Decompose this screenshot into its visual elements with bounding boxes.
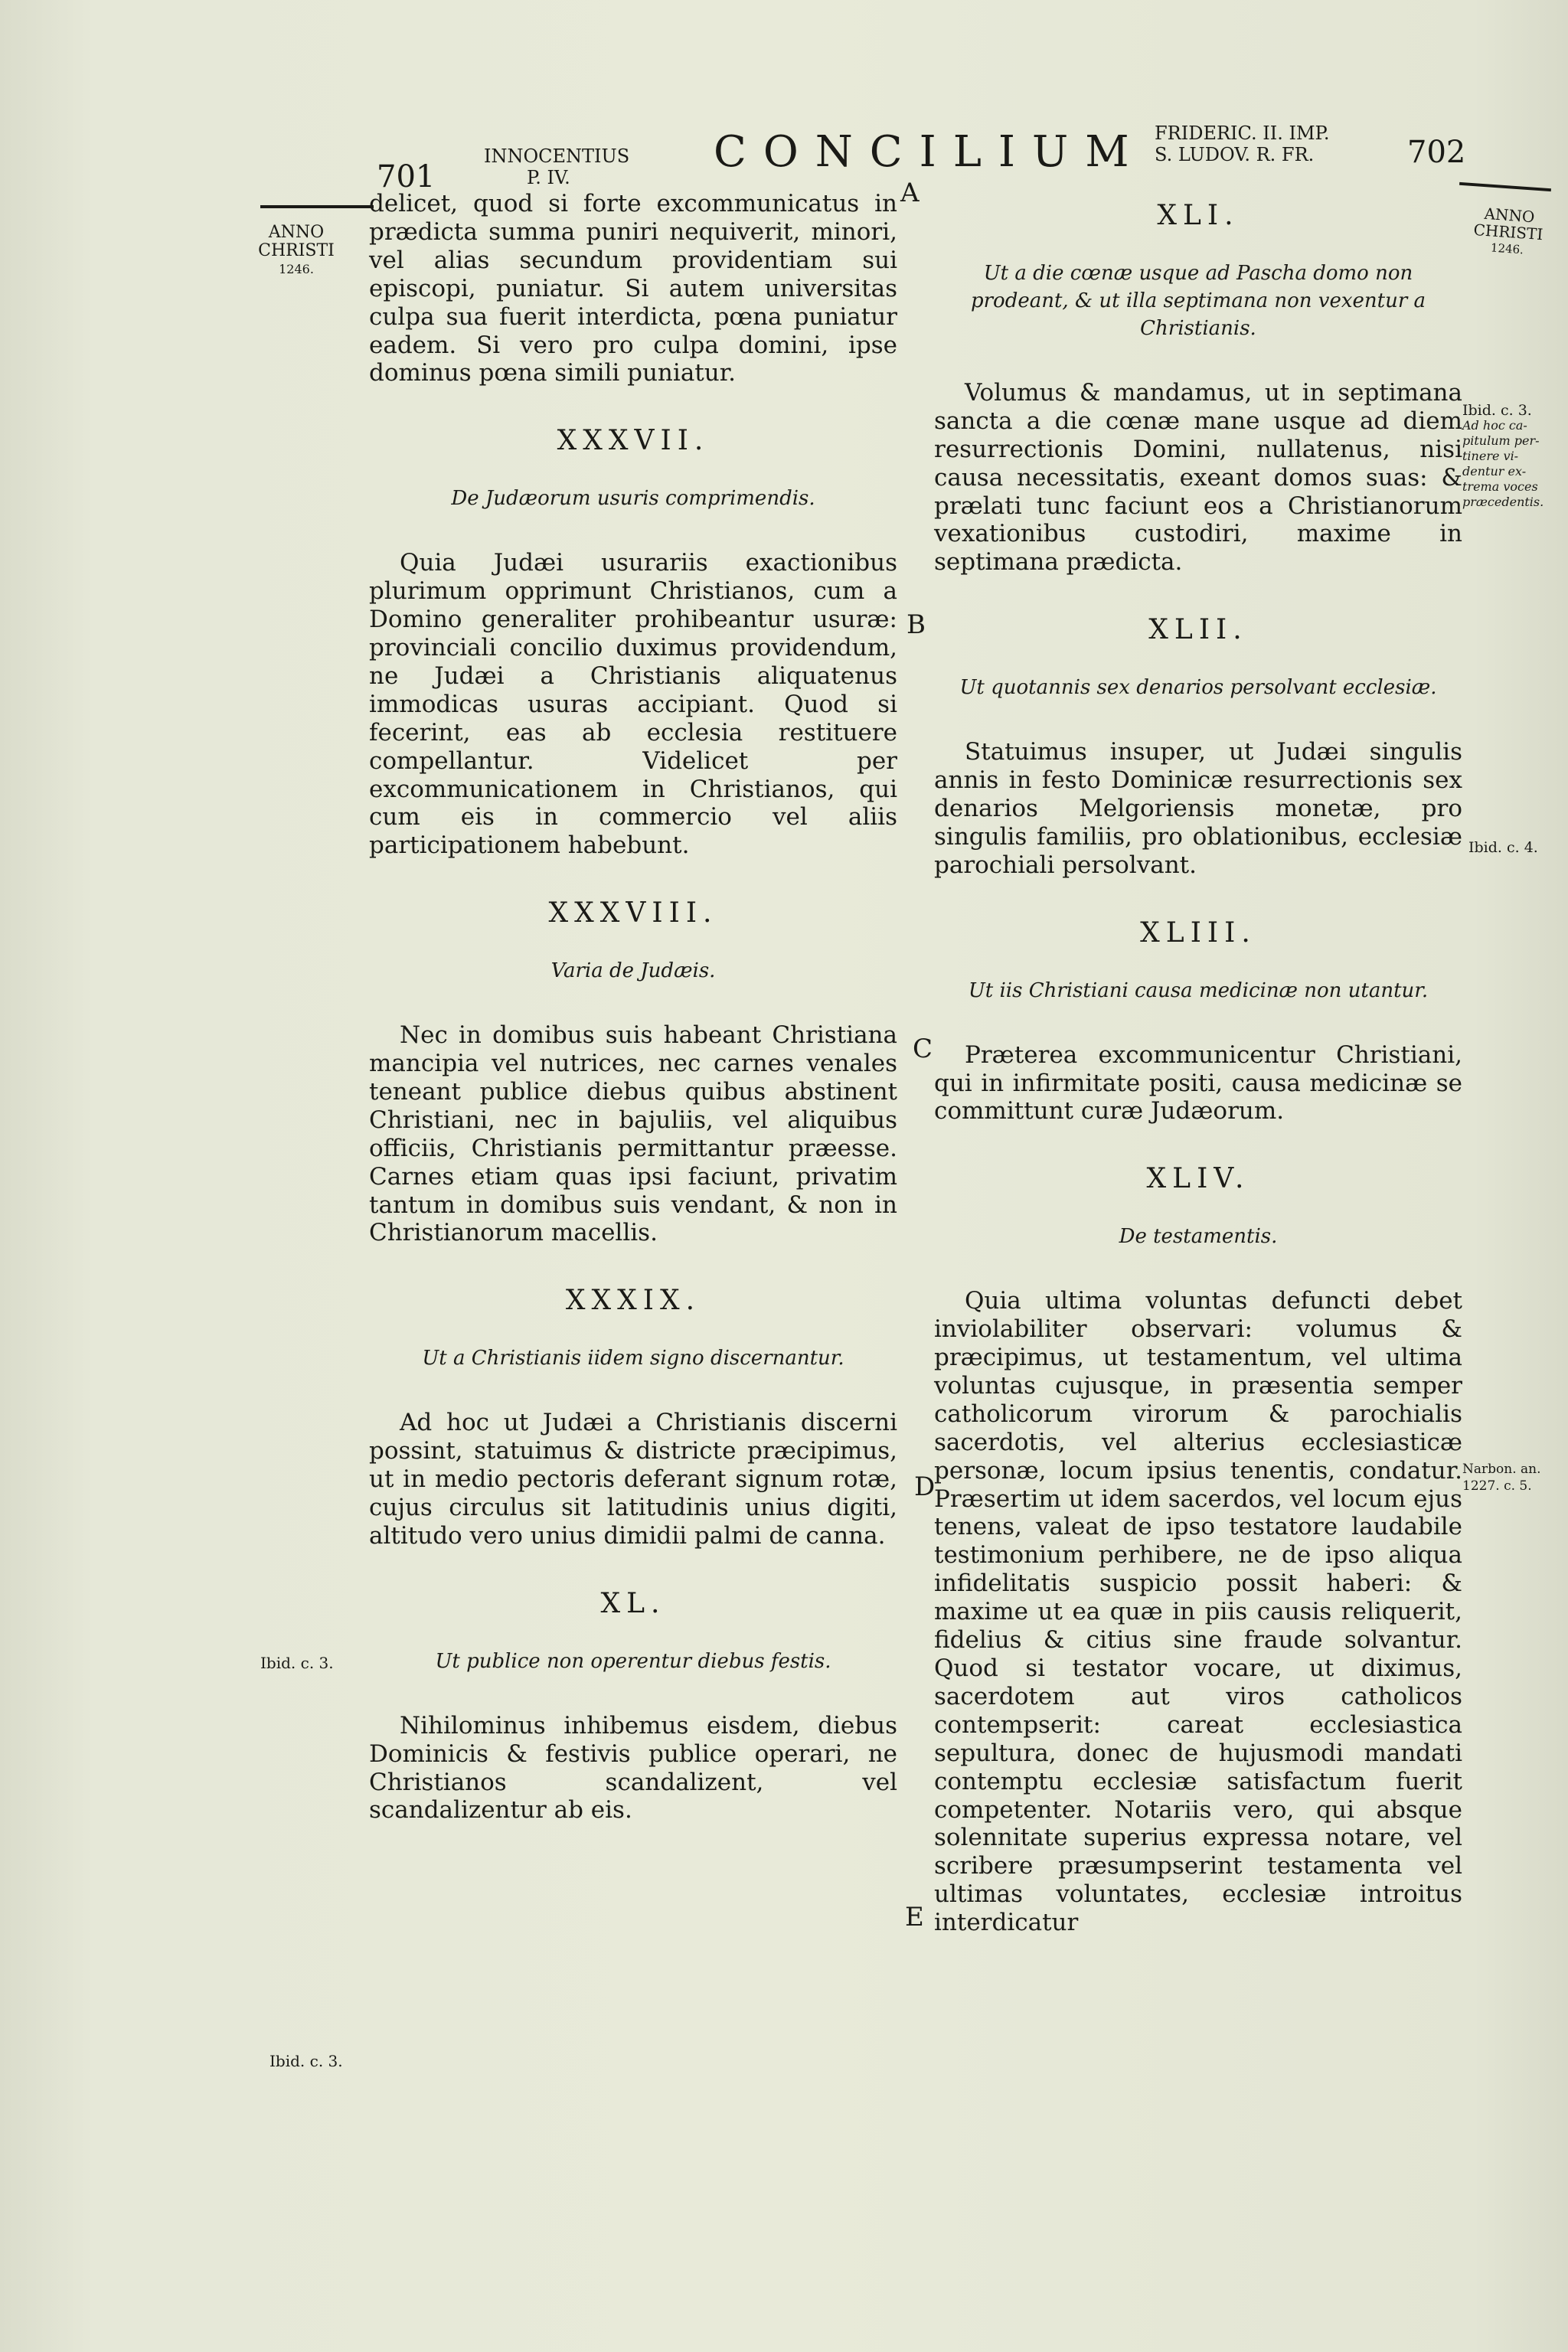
right-margin-note-c4: Ibid. c. 4.	[1468, 839, 1538, 856]
note-line: pitulum per-	[1462, 433, 1540, 448]
right-margin-rule	[1459, 182, 1551, 191]
christi-label: CHRISTI	[258, 241, 335, 260]
chapter-rubric: Ut a Christianis iidem signo discernantur.	[422, 1347, 844, 1370]
section-letter-b: B	[906, 609, 926, 640]
chapter-text: Quia Judæi usurariis exactionibus plurimum opprimunt Christianos, cum a Domino generaliter prohibeantur usuræ: provinciali concilio duximus providendum, ne Judæi a Christianis aliquatenus immodicas usuras accipiant. Quod si fecerint, eas ab ecclesia restituere compellantur. Videlicet per excommunicationem in Christianos, qui cum eis in commercio vel aliis participationem habebunt.	[369, 549, 897, 860]
section-letter-c: C	[913, 1034, 933, 1064]
chapter-text: Statuimus insuper, ut Judæi singulis annis in festo Dominicæ resurrectionis sex denarios Melgoriensis monetæ, pro singulis familiis, pro oblationibus, ecclesiæ parochiali persolvant.	[934, 738, 1462, 879]
chapter-text: Volumus & mandamus, ut in septimana sancta a die cœnæ mane usque ad diem resurrectionis Domini, nullatenus, nisi causa necessitatis, exeant domos suas: & prælati tunc faciunt eos a Christianorum vexationibus custodiri, maxime in septimana prædicta.	[934, 378, 1462, 577]
chapter-text: Quia ultima voluntas defuncti debet inviolabiliter observari: volumus & præcipimus, ut testamentum, vel ultima voluntas cujusque, in præsentia semper catholicorum virorum & parochialis sacerdotis, vel alterius ecclesiasticæ personæ, locum ipsius tenentis, condatur. Præsertim ut idem sacerdos, vel locum ejus tenens, valeat de ipso testatore laudabile testimonium perhibere, ne de ipso aliqua infidelitatis suspicio possit haberi: & maxime ut ea quæ in piis causis reliquerit, fidelius & citius sine fraude solvantur. Quod si testator vocare, ut diximus, sacerdotem aut viros catholicos contempserit: careat ecclesiastica sepultura, donec de hujusmodi mandati contemptu ecclesiæ satisfactum fuerit competenter. Notariis vero, qui absque solennitate superius expressa notare, vel scribere præsumpserint testamenta vel ultimas voluntates, ecclesiæ introitus interdicatur	[934, 1287, 1462, 1937]
note-line: 1227. c. 5.	[1462, 1478, 1532, 1494]
chapter-rubric: Ut iis Christiani causa medicinæ non utantur.	[968, 978, 1429, 1002]
note-line: trema voces	[1462, 479, 1538, 494]
chapter-number: XLIII.	[1140, 916, 1256, 949]
chapter-number: XLI.	[1157, 200, 1240, 231]
christi-label: CHRISTI	[1472, 220, 1544, 244]
running-head-pope-number: P. IV.	[527, 167, 570, 188]
note-line: præcedentis.	[1462, 495, 1544, 509]
right-margin-note-c3	[1462, 403, 1562, 510]
anno-label: ANNO	[268, 223, 325, 242]
page-title: CONCILIUM	[714, 127, 1146, 177]
right-text-column	[934, 172, 1462, 1937]
year-label: 1246.	[279, 262, 314, 276]
chapter-text: Nec in domibus suis habeant Christiana mancipia vel nutrices, nec carnes venales teneant publice diebus quibus abstinent Christiani, nec in bajuliis, vel aliquibus officiis, Christianis permittantur præesse. Carnes etiam quas ipsi faciunt, privatim tantum in domibus suis vendant, & non in Christianorum macellis.	[369, 1021, 897, 1247]
chapter-number: XLIV.	[1146, 1163, 1250, 1195]
left-margin-note-c3-second: Ibid. c. 3.	[270, 2052, 343, 2070]
left-text-column	[369, 190, 897, 1824]
right-margin-note-narbon	[1462, 1461, 1560, 1494]
chapter-rubric: De Judæorum usuris comprimendis.	[451, 487, 815, 511]
right-page-number: 702	[1407, 135, 1466, 170]
left-page-number: 701	[377, 159, 436, 194]
chapter-rubric: De testamentis.	[1119, 1225, 1278, 1249]
anno-label: ANNO	[1483, 204, 1536, 227]
note-line: dentur ex-	[1462, 464, 1527, 479]
left-running-head	[484, 145, 629, 188]
running-head-pope: INNOCENTIUS	[484, 145, 630, 167]
chapter-rubric: Ut a die cœnæ usque ad Pascha domo non prodeant, & ut illa septimana non vexentur a Christianis.	[970, 261, 1426, 340]
chapter-number: XXXVIII.	[548, 897, 718, 929]
running-head-emperor: FRIDERIC. II. IMP.	[1155, 122, 1330, 144]
year-label: 1246.	[1490, 240, 1524, 257]
left-anno-note	[251, 224, 341, 279]
continuation-paragraph: delicet, quod si forte excommunicatus in prædicta summa puniri nequiverit, minori, vel alias secundum providentiam sui episcopi, puniatur. Si autem universitas culpa sua fuerit interdicta, pœna puniatur eadem. Si vero pro culpa domini, ipse dominus pœna simili puniatur.	[369, 190, 897, 387]
section-letter-e: E	[905, 1902, 924, 1932]
right-running-head	[1155, 122, 1329, 165]
chapter-number: XXXVII.	[557, 425, 710, 457]
note-ref: Ibid. c. 3.	[1462, 402, 1532, 419]
section-letter-a: A	[900, 178, 920, 208]
running-head-king: S. LUDOV. R. FR.	[1155, 144, 1315, 165]
chapter-rubric: Ut publice non operentur diebus festis.	[435, 1649, 831, 1673]
chapter-number: XXXIX.	[565, 1285, 701, 1317]
right-anno-note	[1468, 204, 1548, 260]
chapter-text: Nihilominus inhibemus eisdem, diebus Dominicis & festivis publice operari, ne Christianos scandalizent, vel scandalizentur ab eis.	[369, 1711, 897, 1824]
chapter-text: Ad hoc ut Judæi a Christianis discerni possint, statuimus & districte præcipimus, ut in medio pectoris deferant signum rotæ, cujus circulus sit latitudinis unius digiti, altitudo vero unius dimidii palmi de canna.	[369, 1409, 897, 1550]
note-line: Narbon. an.	[1462, 1462, 1541, 1477]
left-margin-rule	[260, 205, 374, 208]
chapter-text: Præterea excommunicentur Christiani, qui in infirmitate positi, causa medicinæ se committunt curæ Judæorum.	[934, 1040, 1462, 1125]
chapter-number: XL.	[600, 1587, 666, 1619]
chapter-number: XLII.	[1148, 614, 1248, 646]
section-letter-d: D	[914, 1472, 936, 1502]
left-margin-note-c3: Ibid. c. 3.	[260, 1654, 334, 1672]
chapter-rubric: Ut quotannis sex denarios persolvant ecclesiæ.	[959, 676, 1437, 700]
note-line: tinere vi-	[1462, 449, 1519, 463]
note-line: Ad hoc ca-	[1462, 418, 1527, 433]
chapter-rubric: Varia de Judæis.	[550, 959, 716, 983]
